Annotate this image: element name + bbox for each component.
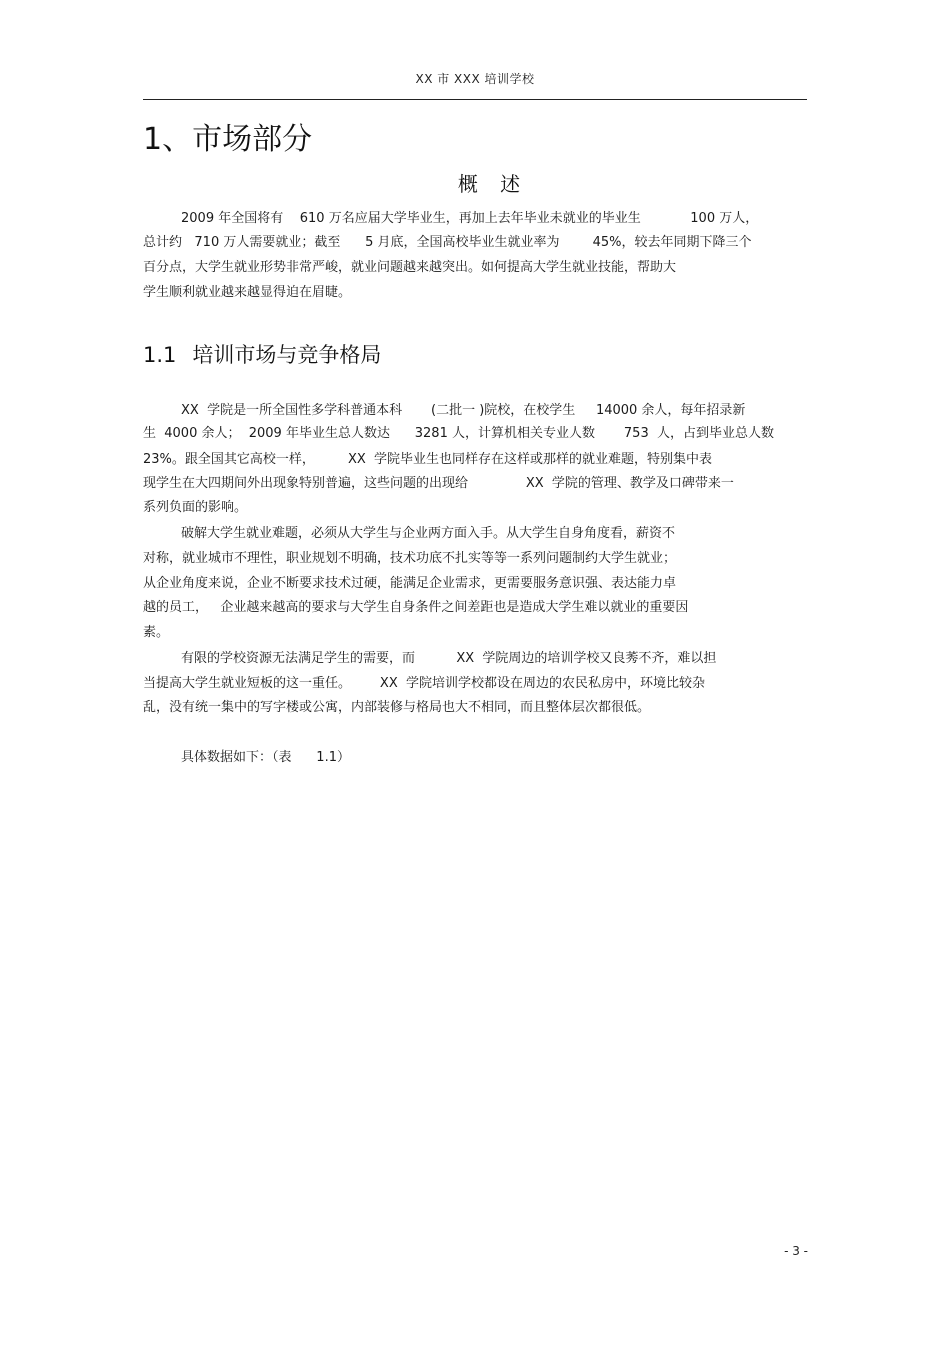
chapter-title-text: 市场部分 xyxy=(192,122,313,157)
overview-line-4: 学生顺利就业越来越显得迫在眉睫。 xyxy=(143,285,352,300)
section-number: 1.1 xyxy=(143,343,177,367)
page-number: - 3 - xyxy=(784,1244,808,1258)
para3-line-3: 乱，没有统一集中的写字楼或公寓，内部装修与格局也大不相同，而且整体层次都很低。 xyxy=(143,700,651,715)
overview-line-3: 百分点，大学生就业形势非常严峻，就业问题越来越突出。如何提高大学生就业技能，帮助大 xyxy=(143,260,677,275)
para2-line-1: 破解大学生就业难题，必须从大学生与企业两方面入手。从大学生自身角度看，薪资不 xyxy=(181,526,676,541)
para1-line-4: 现学生在大四期间外出现象特别普遍，这些问题的出现给 XX 学院的管理、教学及口碑带来一 xyxy=(143,476,734,491)
overview-title: 概 述 xyxy=(457,172,529,196)
chapter-number: 1、 xyxy=(143,122,193,157)
para1-line-5: 系列负面的影响。 xyxy=(143,500,248,515)
para3-line-2: 当提高大学生就业短板的这一重任。 XX 学院培训学校都设在周边的农民私房中，环境比较杂 xyxy=(143,676,706,691)
overview-line-1: 2009 年全国将有 610 万名应届大学毕业生，再加上去年毕业未就业的毕业生 100 万人， xyxy=(181,211,759,226)
para1-line-1: XX 学院是一所全国性多学科普通本科 (二批一 )院校，在校学生 14000 余人，每年招录新 xyxy=(181,403,746,418)
para2-line-2: 对称，就业城市不理性，职业规划不明确，技术功底不扎实等等一系列问题制约大学生就业； xyxy=(143,551,677,566)
para1-line-3: 23%。跟全国其它高校一样， XX 学院毕业生也同样存在这样或那样的就业难题，特别集中表 xyxy=(143,452,713,467)
table-reference-note: 具体数据如下：（表 1.1） xyxy=(181,750,350,765)
section-title xyxy=(143,339,381,369)
para3-line-1: 有限的学校资源无法满足学生的需要，而 XX 学院周边的培训学校又良莠不齐，难以担 xyxy=(181,651,717,666)
header-rule xyxy=(143,99,807,100)
section-title-text: 培训市场与竞争格局 xyxy=(192,343,382,367)
running-header: XX 市 XXX 培训学校 xyxy=(415,72,535,86)
para2-line-4: 越的员工， 企业越来越高的要求与大学生自身条件之间差距也是造成大学生难以就业的重要因 xyxy=(143,600,689,615)
para2-line-5: 素。 xyxy=(143,625,170,640)
chapter-title xyxy=(143,114,312,158)
overview-line-2: 总计约 710 万人需要就业；截至 5 月底，全国高校毕业生就业率为 45%，较去年同期下降三个 xyxy=(143,235,752,250)
para2-line-3: 从企业角度来说，企业不断要求技术过硬，能满足企业需求，更需要服务意识强、表达能力卓 xyxy=(143,576,677,591)
para1-line-2: 生 4000 余人； 2009 年毕业生总人数达 3281 人，计算机相关专业人数 753 人，占到毕业总人数 xyxy=(143,426,774,441)
